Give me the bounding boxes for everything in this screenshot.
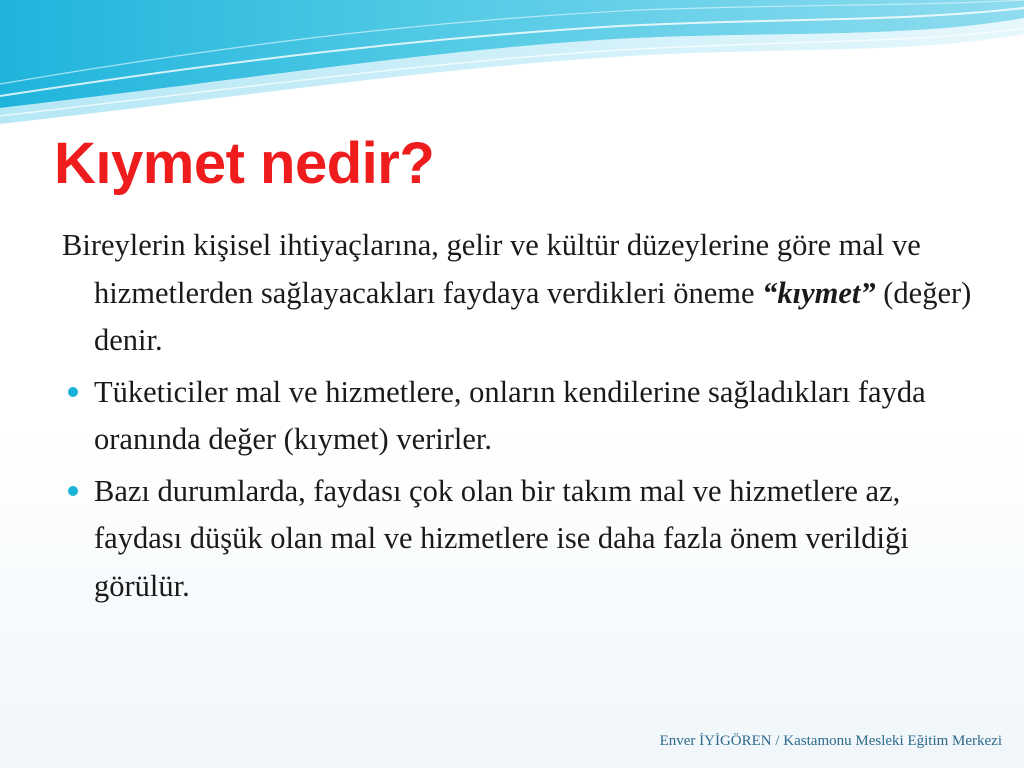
intro-text-before: Bireylerin kişisel ihtiyaçlarına, gelir ve kültür düzeylerine göre mal ve hizmetlerden sağlayacakları faydaya verdikleri öneme [62,228,921,310]
slide-body [62,222,982,610]
intro-paragraph [62,222,982,365]
bullet-dot-icon [68,486,78,496]
intro-text-after: (değer) denir. [94,275,972,357]
slide-footer: Enver İYİGÖREN / Kastamonu Mesleki Eğitim Merkezi [659,733,1002,749]
slide-title: Kıymet nedir? [54,131,435,196]
keyword-kiymet: “kıymet” [762,275,876,310]
wave-header-decoration [0,0,1024,130]
bullet-text: Bazı durumlarda, faydası çok olan bir takım mal ve hizmetlere az, faydası düşük olan mal ve hizmetlere ise daha fazla önem verildiği görülür. [94,473,909,603]
bullet-dot-icon [68,387,78,397]
bullet-item [62,369,982,464]
bullet-item [62,468,982,611]
bullet-text: Tüketiciler mal ve hizmetlere, onların kendilerine sağladıkları fayda oranında değer (kıymet) verirler. [94,374,926,456]
